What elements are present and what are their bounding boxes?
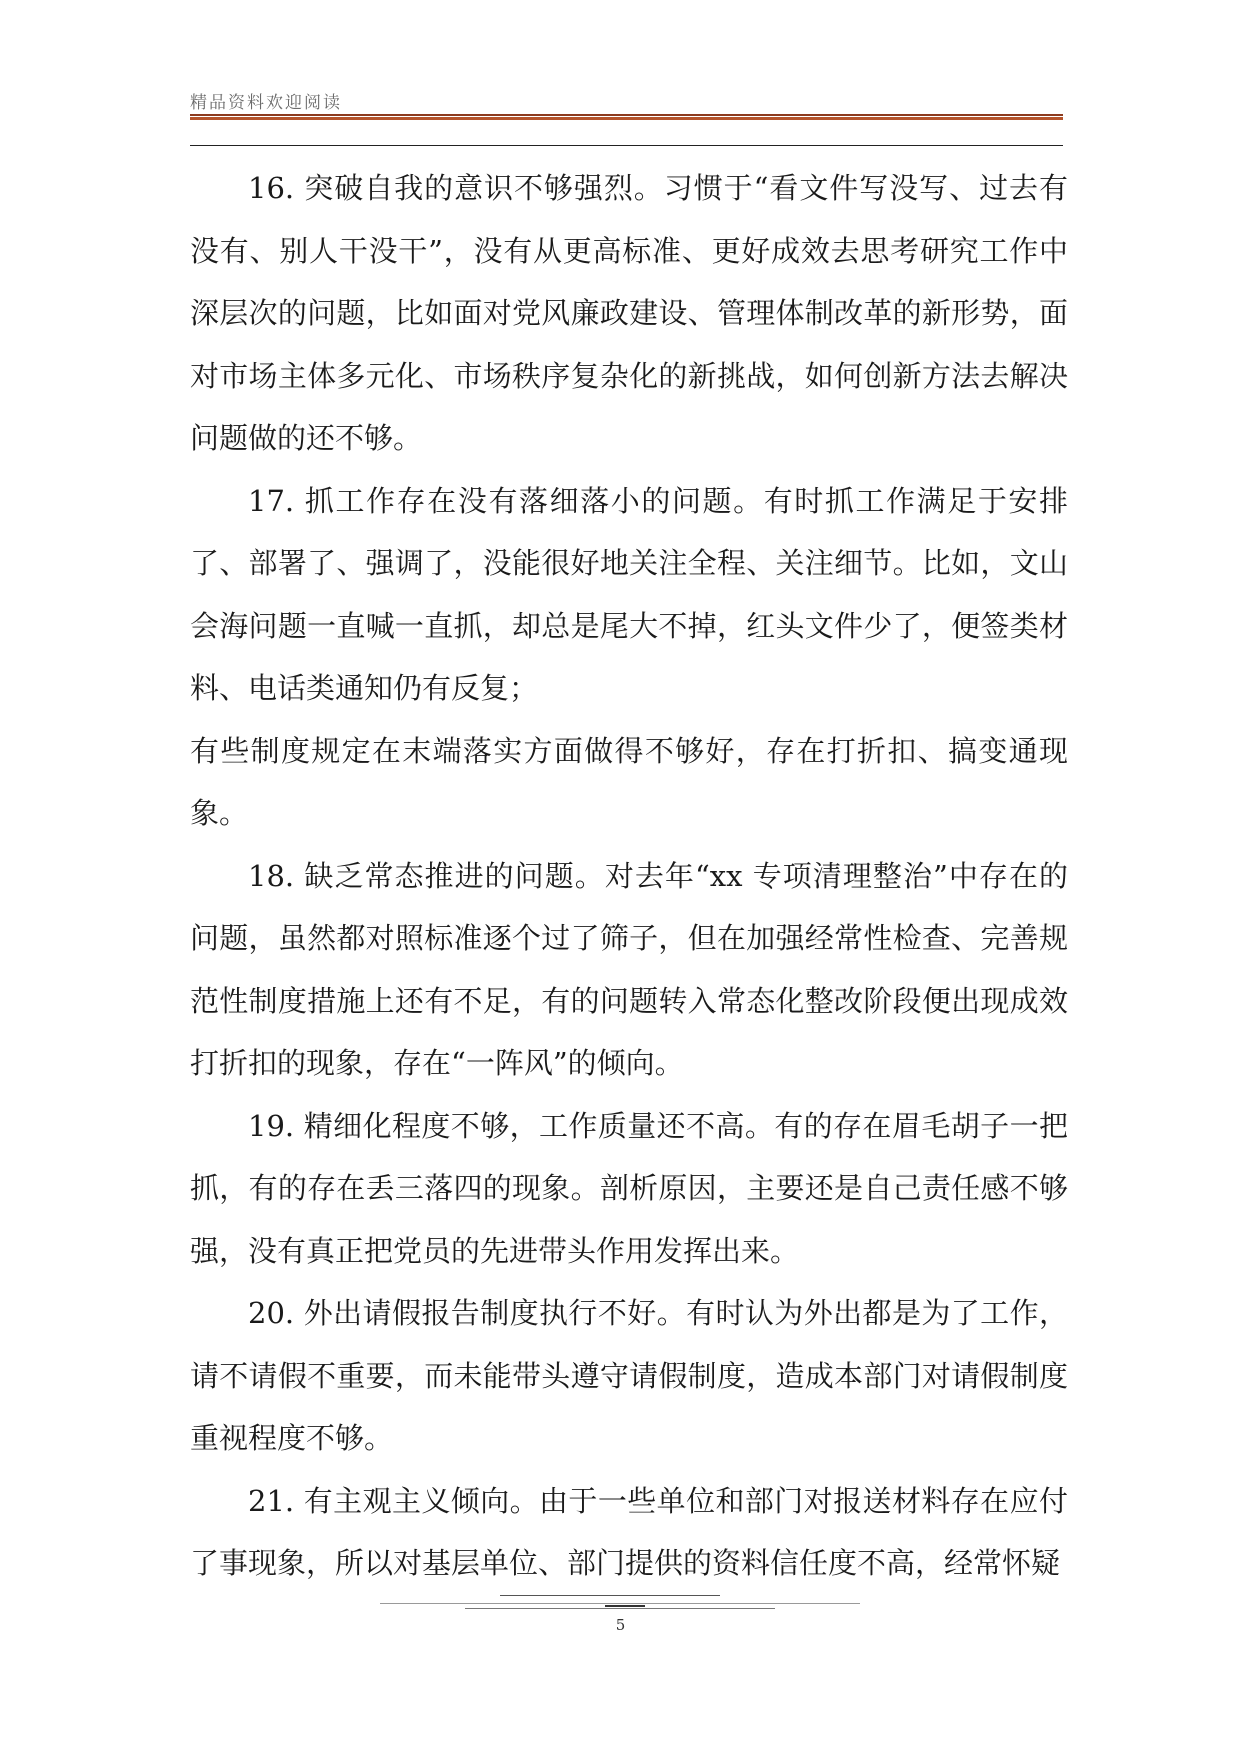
paragraph-20: 20. 外出请假报告制度执行不好。有时认为外出都是为了工作，请不请假不重要，而未能带头遵守请假制度，造成本部门对请假制度重视程度不够。 [190,1296,1068,1455]
paragraph-17-continued: 有些制度规定在末端落实方面做得不够好，存在打折扣、搞变通现象。 [190,733,1068,830]
paragraph-21: 21. 有主观主义倾向。由于一些单位和部门对报送材料存在应付了事现象，所以对基层单位、部门提供的资料信任度不高，经常怀疑 [190,1483,1068,1580]
header-rule-double [190,114,1063,120]
document-body [190,157,1068,1595]
header-title: 精品资料欢迎阅读 [190,93,342,113]
paragraph-19: 19. 精细化程度不够，工作质量还不高。有的存在眉毛胡子一把抓，有的存在丢三落四的现象。剖析原因，主要还是自己责任感不够强，没有真正把党员的先进带头作用发挥出来。 [190,1108,1068,1268]
footer-line-accent [605,1605,645,1607]
footer-decoration [380,1595,860,1615]
paragraph-16: 16. 突破自我的意识不够强烈。习惯于“看文件写没写、过去有没有、别人干没干”，没有从更高标准、更好成效去思考研究工作中深层次的问题，比如面对党风廉政建设、管理体制改革的新形势，面对市场主体多元化、市场秩序复杂化的新挑战，如何创新方法去解决问题做的还不够。 [190,171,1068,455]
footer-line-bottom [465,1608,775,1609]
paragraph-17: 17. 抓工作存在没有落细落小的问题。有时抓工作满足于安排了、部署了、强调了，没能很好地关注全程、关注细节。比如，文山会海问题一直喊一直抓，却总是尾大不掉，红头文件少了，便签类材料、电话类通知仍有反复； [190,483,1068,705]
paragraph-18: 18. 缺乏常态推进的问题。对去年“xx 专项清理整治”中存在的问题，虽然都对照标准逐个过了筛子，但在加强经常性检查、完善规范性制度措施上还有不足，有的问题转入常态化整改阶段便出现成效打折扣的现象，存在“一阵风”的倾向。 [190,858,1068,1080]
page-number: 5 [615,1616,626,1634]
header-rule-thin [190,145,1063,146]
footer-line-top [500,1595,720,1596]
footer-line-mid [380,1603,860,1604]
